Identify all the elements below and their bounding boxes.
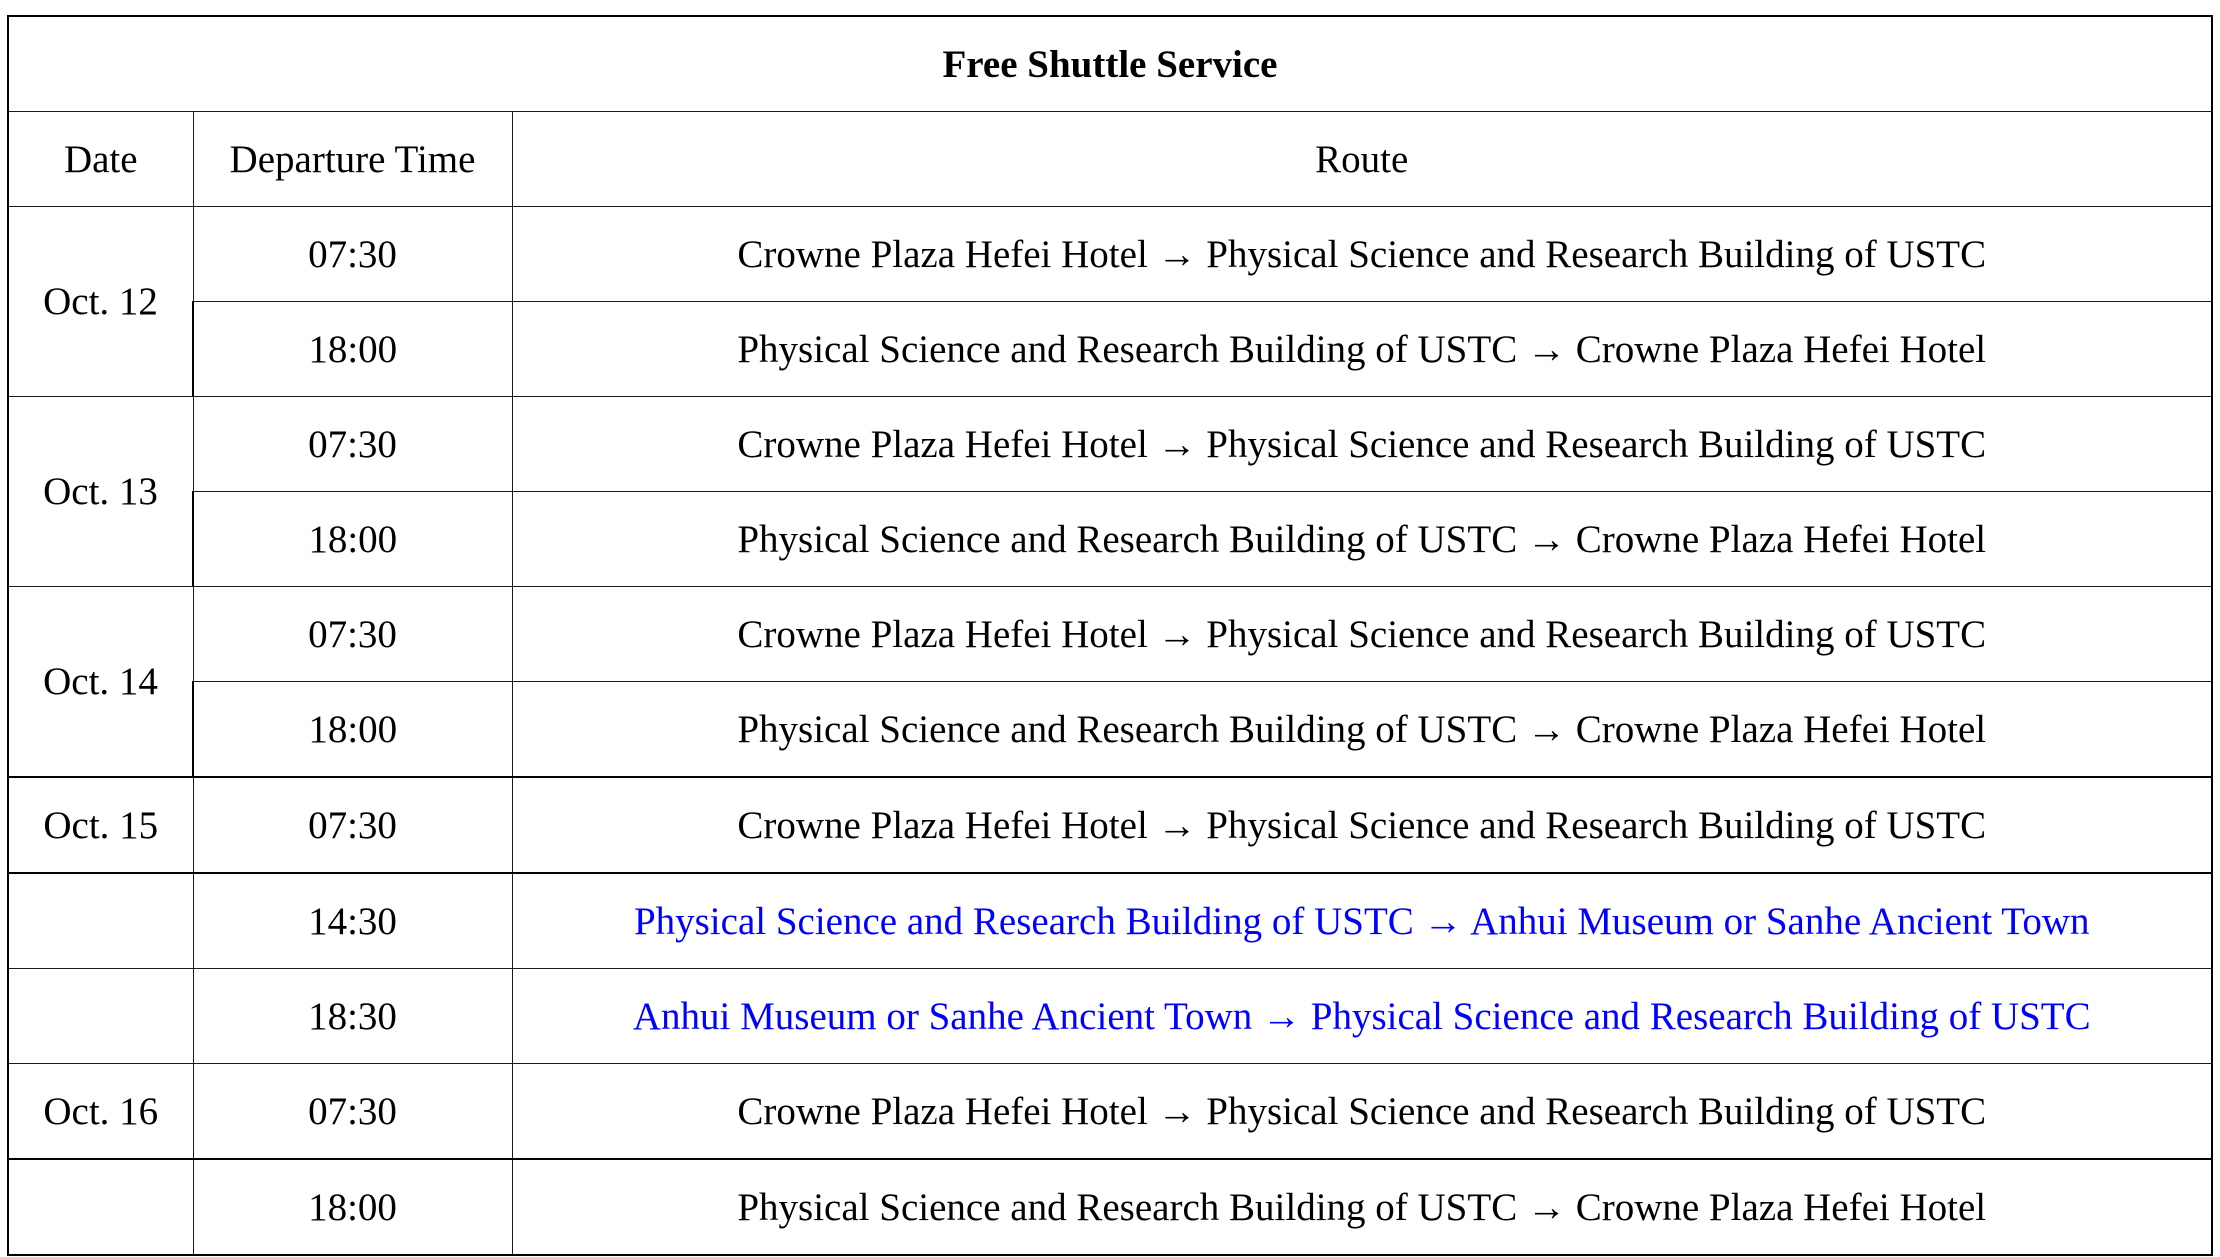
table-row xyxy=(8,397,2212,492)
time-cell: 18:30 xyxy=(193,969,512,1064)
time-cell: 18:00 xyxy=(193,492,512,587)
route-cell: Crowne Plaza Hefei Hotel → Physical Science and Research Building of USTC xyxy=(512,1064,2212,1160)
route-cell-highlight: Physical Science and Research Building of USTC → Anhui Museum or Sanhe Ancient Town xyxy=(512,873,2212,969)
time-cell: 07:30 xyxy=(193,587,512,682)
time-cell: 07:30 xyxy=(193,207,512,302)
header-route: Route xyxy=(512,112,2212,207)
table-row xyxy=(8,302,2212,397)
table-title: Free Shuttle Service xyxy=(8,16,2212,112)
route-cell: Crowne Plaza Hefei Hotel → Physical Science and Research Building of USTC xyxy=(512,397,2212,492)
date-cell: Oct. 15 xyxy=(8,777,193,873)
header-date: Date xyxy=(8,112,193,207)
route-cell: Physical Science and Research Building of USTC → Crowne Plaza Hefei Hotel xyxy=(512,1159,2212,1255)
table-row xyxy=(8,1159,2212,1255)
table-row xyxy=(8,873,2212,969)
date-cell: Oct. 14 xyxy=(8,587,193,778)
date-cell xyxy=(8,1159,193,1255)
table-row xyxy=(8,492,2212,587)
date-cell: Oct. 16 xyxy=(8,1064,193,1160)
route-cell-highlight: Anhui Museum or Sanhe Ancient Town → Physical Science and Research Building of USTC xyxy=(512,969,2212,1064)
table-row xyxy=(8,969,2212,1064)
table-row xyxy=(8,777,2212,873)
route-cell: Physical Science and Research Building of USTC → Crowne Plaza Hefei Hotel xyxy=(512,302,2212,397)
route-cell: Crowne Plaza Hefei Hotel → Physical Science and Research Building of USTC xyxy=(512,587,2212,682)
table-row xyxy=(8,207,2212,302)
date-cell xyxy=(8,873,193,969)
header-departure-time: Departure Time xyxy=(193,112,512,207)
route-cell: Physical Science and Research Building of USTC → Crowne Plaza Hefei Hotel xyxy=(512,682,2212,778)
table-row xyxy=(8,1064,2212,1160)
title-row xyxy=(8,16,2212,112)
date-cell xyxy=(8,969,193,1064)
route-cell: Crowne Plaza Hefei Hotel → Physical Science and Research Building of USTC xyxy=(512,777,2212,873)
date-cell: Oct. 13 xyxy=(8,397,193,587)
table-row xyxy=(8,682,2212,778)
time-cell: 07:30 xyxy=(193,1064,512,1160)
time-cell: 18:00 xyxy=(193,1159,512,1255)
header-row xyxy=(8,112,2212,207)
shuttle-table-container xyxy=(7,15,2213,1256)
time-cell: 07:30 xyxy=(193,397,512,492)
time-cell: 14:30 xyxy=(193,873,512,969)
route-cell: Physical Science and Research Building of USTC → Crowne Plaza Hefei Hotel xyxy=(512,492,2212,587)
shuttle-schedule-table xyxy=(7,15,2213,1256)
time-cell: 18:00 xyxy=(193,682,512,778)
table-row xyxy=(8,587,2212,682)
time-cell: 18:00 xyxy=(193,302,512,397)
date-cell: Oct. 12 xyxy=(8,207,193,397)
time-cell: 07:30 xyxy=(193,777,512,873)
route-cell: Crowne Plaza Hefei Hotel → Physical Science and Research Building of USTC xyxy=(512,207,2212,302)
